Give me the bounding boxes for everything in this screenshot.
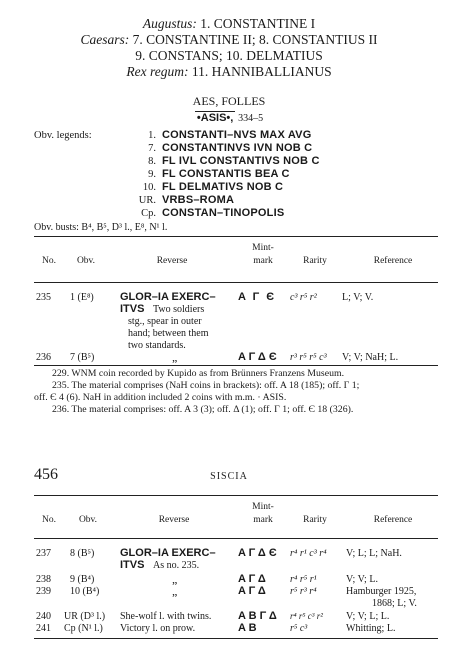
ditto-mark: „ (172, 572, 178, 586)
mintmark-title: •ASIS•, (196, 112, 234, 124)
table-row-reference: Whitting; L. (346, 623, 396, 634)
table1-header-rule (34, 282, 438, 283)
table1-header-obv: Obv. (76, 256, 96, 266)
table-row-rarity: r⁵ r³ r⁴ (290, 586, 317, 597)
table1-header-rarity: Rarity (303, 256, 327, 266)
reverse-description: stg., spear in outer (128, 316, 202, 327)
footnote: 235. The material comprises (NaH coins in brackets): off. A 18 (185); off. Γ 1; (52, 380, 360, 391)
table-row-mintmark: A Γ Δ Є (238, 547, 277, 559)
caesars-line-2 (0, 48, 458, 64)
footnote: 236. The material comprises: off. A 3 (3); off. Δ (1); off. Γ 1; off. Є 18 (326). (52, 404, 354, 415)
legend-text: FL DELMATIVS NOB C (162, 181, 284, 193)
table-row-reference: V; L; L; NaH. (346, 548, 402, 559)
table-row-rarity: r⁵ c³ (290, 623, 308, 634)
caesars-line-1 (0, 32, 458, 48)
table-row-reference-cont: 1868; L; V. (372, 598, 417, 609)
mintmark-heading (0, 112, 458, 124)
ditto-mark: „ (172, 350, 178, 364)
legend-text: FL IVL CONSTANTIVS NOB C (162, 155, 320, 167)
table2-header-mark: mark (253, 515, 273, 525)
table2-top-rule (34, 495, 438, 496)
reverse-legend: GLOR–IA EXERC– (120, 291, 216, 303)
obverse-busts: Obv. busts: B⁴, B⁵, D³ l., E⁸, N¹ l. (34, 222, 168, 233)
table-row-number: 240 (36, 611, 51, 622)
legends-label: Obv. legends: (34, 130, 92, 141)
table2-header-reference: Reference (373, 515, 413, 525)
legend-text: FL CONSTANTIS BEA C (162, 168, 290, 180)
caesars-label: Caesars: (80, 32, 130, 47)
reverse-description: As no. 235. (153, 560, 200, 571)
table1-bottom-rule (34, 365, 438, 366)
legend-num: Cp. (141, 208, 156, 219)
legend-num: 7. (148, 143, 156, 154)
table-row-mintmark: A Γ Δ (238, 585, 266, 597)
legend-num: 10. (142, 182, 156, 193)
table1-header-reference: Reference (373, 256, 413, 266)
table-row-number: 238 (36, 574, 51, 585)
legend-text: CONSTANTINVS IVN NOB C (162, 142, 313, 154)
reverse-description: Victory l. on prow. (120, 623, 196, 634)
table-row-obverse: 1 (E⁸) (70, 292, 94, 303)
page-number: 456 (34, 466, 58, 483)
legend-text: CONSTANTI–NVS MAX AVG (162, 129, 312, 141)
table-row-rarity: c³ r⁵ r² (290, 292, 317, 303)
footnote: off. Є 4 (6). NaH in addition included 2 coins with m.m. · ASIS. (34, 392, 287, 403)
table2-header-no: No. (42, 515, 56, 525)
table-row-obverse: Cp (N¹ l.) (64, 623, 103, 634)
running-head: SISCIA (210, 471, 248, 482)
table1-top-rule (34, 236, 438, 237)
table-row-mintmark: A B (238, 622, 257, 634)
reverse-legend-cont: ITVS (120, 559, 145, 571)
reverse-description: She-wolf l. with twins. (120, 611, 212, 622)
table-row-mintmark: A Γ Δ (238, 573, 266, 585)
table-row-reference: V; V; NaH; L. (342, 352, 399, 363)
reverse-legend: GLOR–IA EXERC– (120, 547, 216, 559)
table-row-number: 236 (36, 352, 51, 363)
section-title: AES, FOLLES (192, 94, 266, 108)
legend-text: VRBS–ROMA (162, 194, 235, 206)
caesars-text-2: 9. CONSTANS; 10. DELMATIUS (135, 48, 323, 63)
legend-num: 8. (148, 156, 156, 167)
table-row-rarity: r³ r⁵ r⁵ c³ (290, 352, 327, 363)
table-row-mintmark: A Γ Є (238, 291, 275, 303)
legend-num: 1. (148, 130, 156, 141)
table-row-reference: L; V; V. (342, 292, 374, 303)
caesars-text-1: 7. CONSTANTINE II; 8. CONSTANTIUS II (132, 32, 378, 47)
rex-label: Rex regum: (126, 64, 189, 79)
reverse-description: two standards. (128, 340, 186, 351)
table-row-reference: V; V; L; L. (346, 611, 390, 622)
reverse-description: hand; between them (128, 328, 209, 339)
rex-text: 11. HANNIBALLIANUS (191, 64, 332, 79)
table1-header-no: No. (42, 256, 56, 266)
table2-header-rule (34, 538, 438, 539)
ditto-mark: „ (172, 584, 178, 598)
augustus-label: Augustus: (142, 16, 197, 31)
table-row-number: 241 (36, 623, 51, 634)
table-row-obverse: 9 (B⁴) (70, 574, 95, 585)
table-row-obverse: 10 (B⁴) (70, 586, 100, 597)
table2-header-reverse: Reverse (158, 515, 190, 525)
augustus-text: 1. CONSTANTINE I (200, 16, 316, 31)
table-row-rarity: r⁴ r⁵ c³ r² (290, 611, 323, 621)
table2-header-mint: Mint- (252, 502, 274, 512)
table-row-rarity: r⁴ r¹ c³ r⁴ (290, 548, 327, 559)
table-row-obverse: 7 (B⁵) (70, 352, 95, 363)
mintmark-dates: 334–5 (238, 113, 264, 124)
legend-num: UR. (138, 195, 156, 206)
table-row-reference: V; V; L. (346, 574, 378, 585)
table1-header-reverse: Reverse (156, 256, 188, 266)
table-row-rarity: r⁴ r⁵ r¹ (290, 574, 317, 585)
table1-header-mark: mark (253, 256, 273, 266)
table-row-obverse: 8 (B⁵) (70, 548, 95, 559)
table-row-obverse: UR (D³ l.) (64, 611, 106, 622)
table-row-number: 237 (36, 548, 51, 559)
reverse-legend-cont: ITVS (120, 303, 145, 315)
table-row-mintmark: A Γ Δ Є (238, 351, 277, 363)
legend-text: CONSTAN–TINOPOLIS (162, 207, 285, 219)
table2-bottom-rule (34, 638, 438, 639)
augustus-line (0, 16, 458, 32)
table-row-reference: Hamburger 1925, (346, 586, 417, 597)
table-row-number: 239 (36, 586, 51, 597)
legend-num: 9. (148, 169, 156, 180)
reverse-description: Two soldiers (153, 304, 205, 315)
table1-header-mint: Mint- (252, 243, 274, 253)
table2-header-obv: Obv. (78, 515, 98, 525)
table-row-number: 235 (36, 292, 51, 303)
rex-line (0, 64, 458, 80)
table-row-mintmark: A B Γ Δ (238, 610, 277, 622)
footnote: 229. WNM coin recorded by Kupido as from Brünners Franzens Museum. (52, 368, 345, 379)
table2-header-rarity: Rarity (303, 515, 327, 525)
